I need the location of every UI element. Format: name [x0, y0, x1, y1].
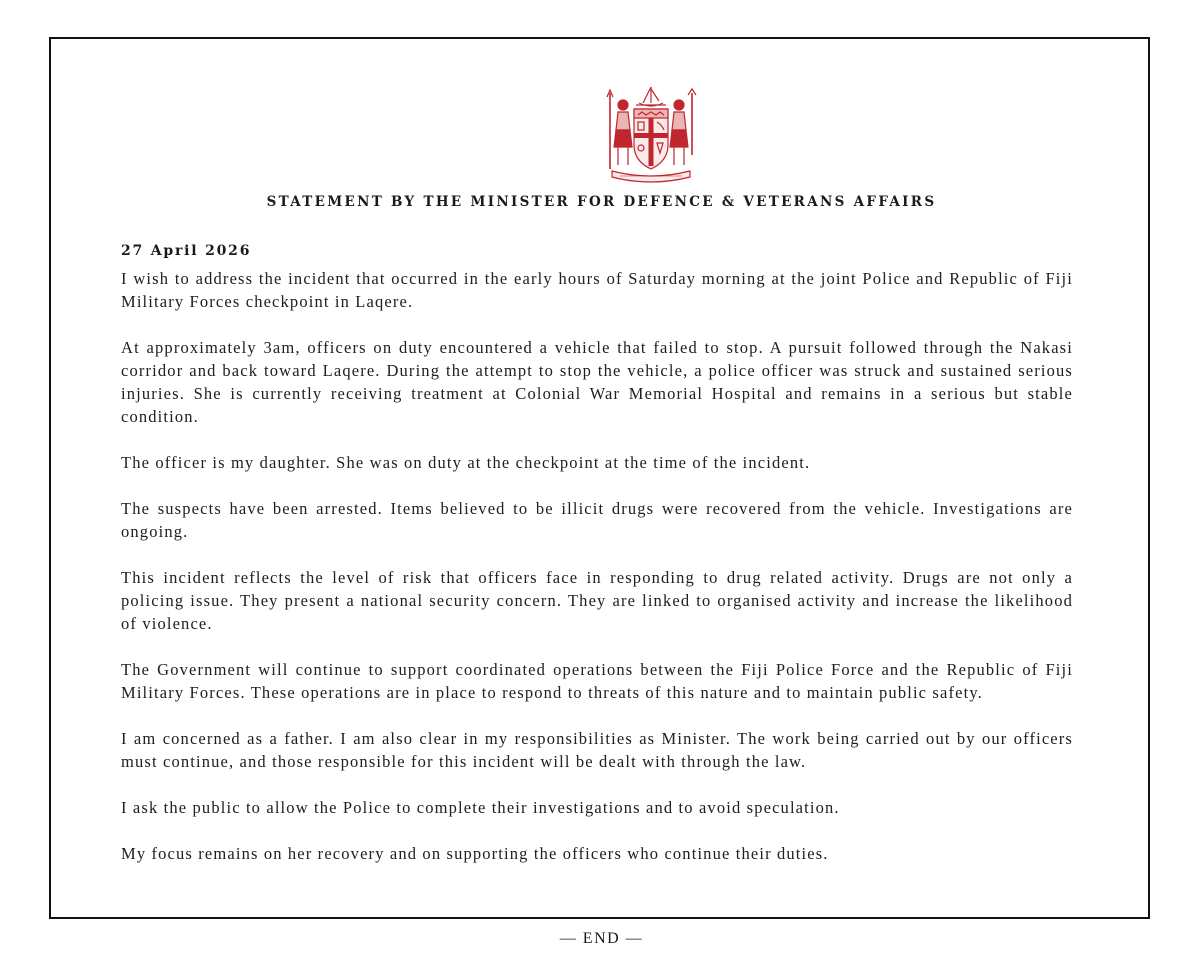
fiji-coat-of-arms-icon	[596, 85, 706, 185]
statement-paragraph: This incident reflects the level of risk that officers face in responding to drug related activity. Drugs are not only a policing issue. They present a national security concern. They are linked to organised activity and increase the likelihood of violence.	[121, 568, 1073, 633]
statement-paragraph: My focus remains on her recovery and on supporting the officers who continue their duties.	[121, 844, 829, 863]
statement-date: 27 April 2026	[121, 243, 252, 259]
statement-paragraph: The Government will continue to support coordinated operations between the Fiji Police Force and the Republic of Fiji Military Forces. These operations are in place to respond to threats of this nature and to maintain public safety.	[121, 660, 1073, 702]
statement-paragraph: I am concerned as a father. I am also clear in my responsibilities as Minister. The work being carried out by our officers must continue, and those responsible for this incident will be dealt with through the law.	[121, 729, 1073, 771]
statement-paragraph: The suspects have been arrested. Items believed to be illicit drugs were recovered from the vehicle. Investigations are ongoing.	[121, 499, 1073, 541]
statement-paragraph: At approximately 3am, officers on duty encountered a vehicle that failed to stop. A pursuit followed through the Nakasi corridor and back toward Laqere. During the attempt to stop the vehicle, a police officer was struck and sustained serious injuries. She is currently receiving treatment at Colonial War Memorial Hospital and remains in a serious but stable condition.	[121, 338, 1073, 426]
end-marker: — END —	[559, 930, 644, 947]
statement-paragraph: I wish to address the incident that occurred in the early hours of Saturday morning at the joint Police and Republic of Fiji Military Forces checkpoint in Laqere.	[121, 269, 1073, 311]
statement-paragraph: The officer is my daughter. She was on duty at the checkpoint at the time of the incident.	[121, 453, 811, 472]
statement-body	[121, 267, 1073, 865]
document-frame	[49, 37, 1150, 947]
statement-title: STATEMENT BY THE MINISTER FOR DEFENCE & VETERANS AFFAIRS	[266, 194, 937, 210]
statement-paragraph: I ask the public to allow the Police to complete their investigations and to avoid speculation.	[121, 798, 840, 817]
